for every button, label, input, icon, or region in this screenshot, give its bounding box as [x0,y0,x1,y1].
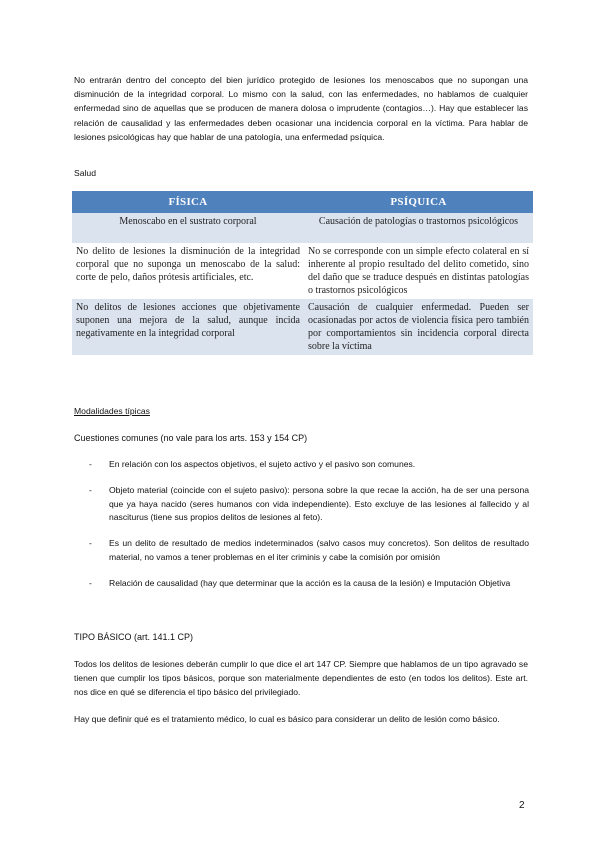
bullet-marker: - [89,459,92,469]
list-item-text: En relación con los aspectos objetivos, el sujeto activo y el pasivo son comunes. [109,459,416,469]
table-cell: No delito de lesiones la disminución de la integridad corporal que no suponga un menoscabo de la salud: corte de pelo, daños prótesis artificiales, etc. [72,243,304,299]
list-item-text: Es un delito de resultado de medios indeterminados (salvo casos muy concretos). Son delitos de resultado material, no vamos a tener problemas en el iter criminis y cabe la comisión por omisión [109,538,529,562]
modalidades-heading: Modalidades típicas [74,406,150,416]
salud-heading: Salud [74,168,96,178]
cuestiones-heading: Cuestiones comunes (no vale para los arts. 153 y 154 CP) [74,433,308,443]
table-header-row [72,191,533,213]
header-psiquica: PSÍQUICA [304,191,533,213]
list-item-text: Objeto material (coincide con el sujeto pasivo): persona sobre la que recae la acción, ha de ser una persona que ya haya nacido (seres humanos con vida independiente). Esto excluye de las lesiones al fallecido y al nasciturus (tiene sus propios delitos de lesiones al feto). [109,484,529,523]
list-item [89,458,529,472]
page-number: 2 [519,800,525,811]
table-cell: No delitos de lesiones acciones que objetivamente suponen una mejora de la salud, aunque incida negativamente en la integridad corporal [72,299,304,355]
bullet-marker: - [89,538,92,549]
bullet-list [89,458,529,603]
paragraph-tratamiento: Hay que definir qué es el tratamiento médico, lo cual es básico para considerar un delito de lesión como básico. [74,714,500,724]
bullet-marker: - [89,484,92,495]
header-fisica: FÍSICA [72,191,304,213]
table-row [72,299,533,355]
table-cell: Causación de patologías o trastornos psicológicos [304,213,533,243]
bullet-marker: - [89,577,92,588]
list-item [89,577,529,591]
tipo-basico-heading: TIPO BÁSICO (art. 141.1 CP) [74,632,194,642]
list-item [89,537,529,565]
intro-paragraph: No entrarán dentro del concepto del bien jurídico protegido de lesiones los menoscabos que no supongan una disminución de la integridad corporal. Lo mismo con la salud, con las enfermedades, no hablamos de cualquier enfermedad sino de aquellas que se producen de manera dolosa o imprudente (contagios…). Hay que establecer las relación de causalidad y las enfermedades deben ocasionar una incidencia corporal en la víctima. Para hablar de lesiones psicológicas hay que hablar de una patología, una enfermedad psíquica. [74,75,528,142]
list-item-text: Relación de causalidad (hay que determinar que la acción es la causa de la lesión) e Imputación Objetiva [109,577,511,588]
table-cell: Menoscabo en el sustrato corporal [72,213,304,243]
table-row [72,243,533,299]
table-cell: No se corresponde con un simple efecto colateral en sí inherente al propio resultado del delito cometido, sino del daño que se traduce después en distintas patologías o trastornos psicológicos [304,243,533,299]
list-item [89,484,529,525]
salud-table [72,191,533,355]
table-cell: Causación de cualquier enfermedad. Pueden ser ocasionadas por actos de violencia física pero también por comportamientos sin incidencia corporal directa sobre la víctima [304,299,533,355]
paragraph-tipo-basico: Todos los delitos de lesiones deberán cumplir lo que dice el art 147 CP. Siempre que hablamos de un tipo agravado se tienen que cumplir los tipos básicos, porque son materialmente dependientes de esto (en todos los delitos). Este art. nos dice en qué se diferencia el tipo básico del privilegiado. [74,659,528,698]
table-row [72,213,533,243]
